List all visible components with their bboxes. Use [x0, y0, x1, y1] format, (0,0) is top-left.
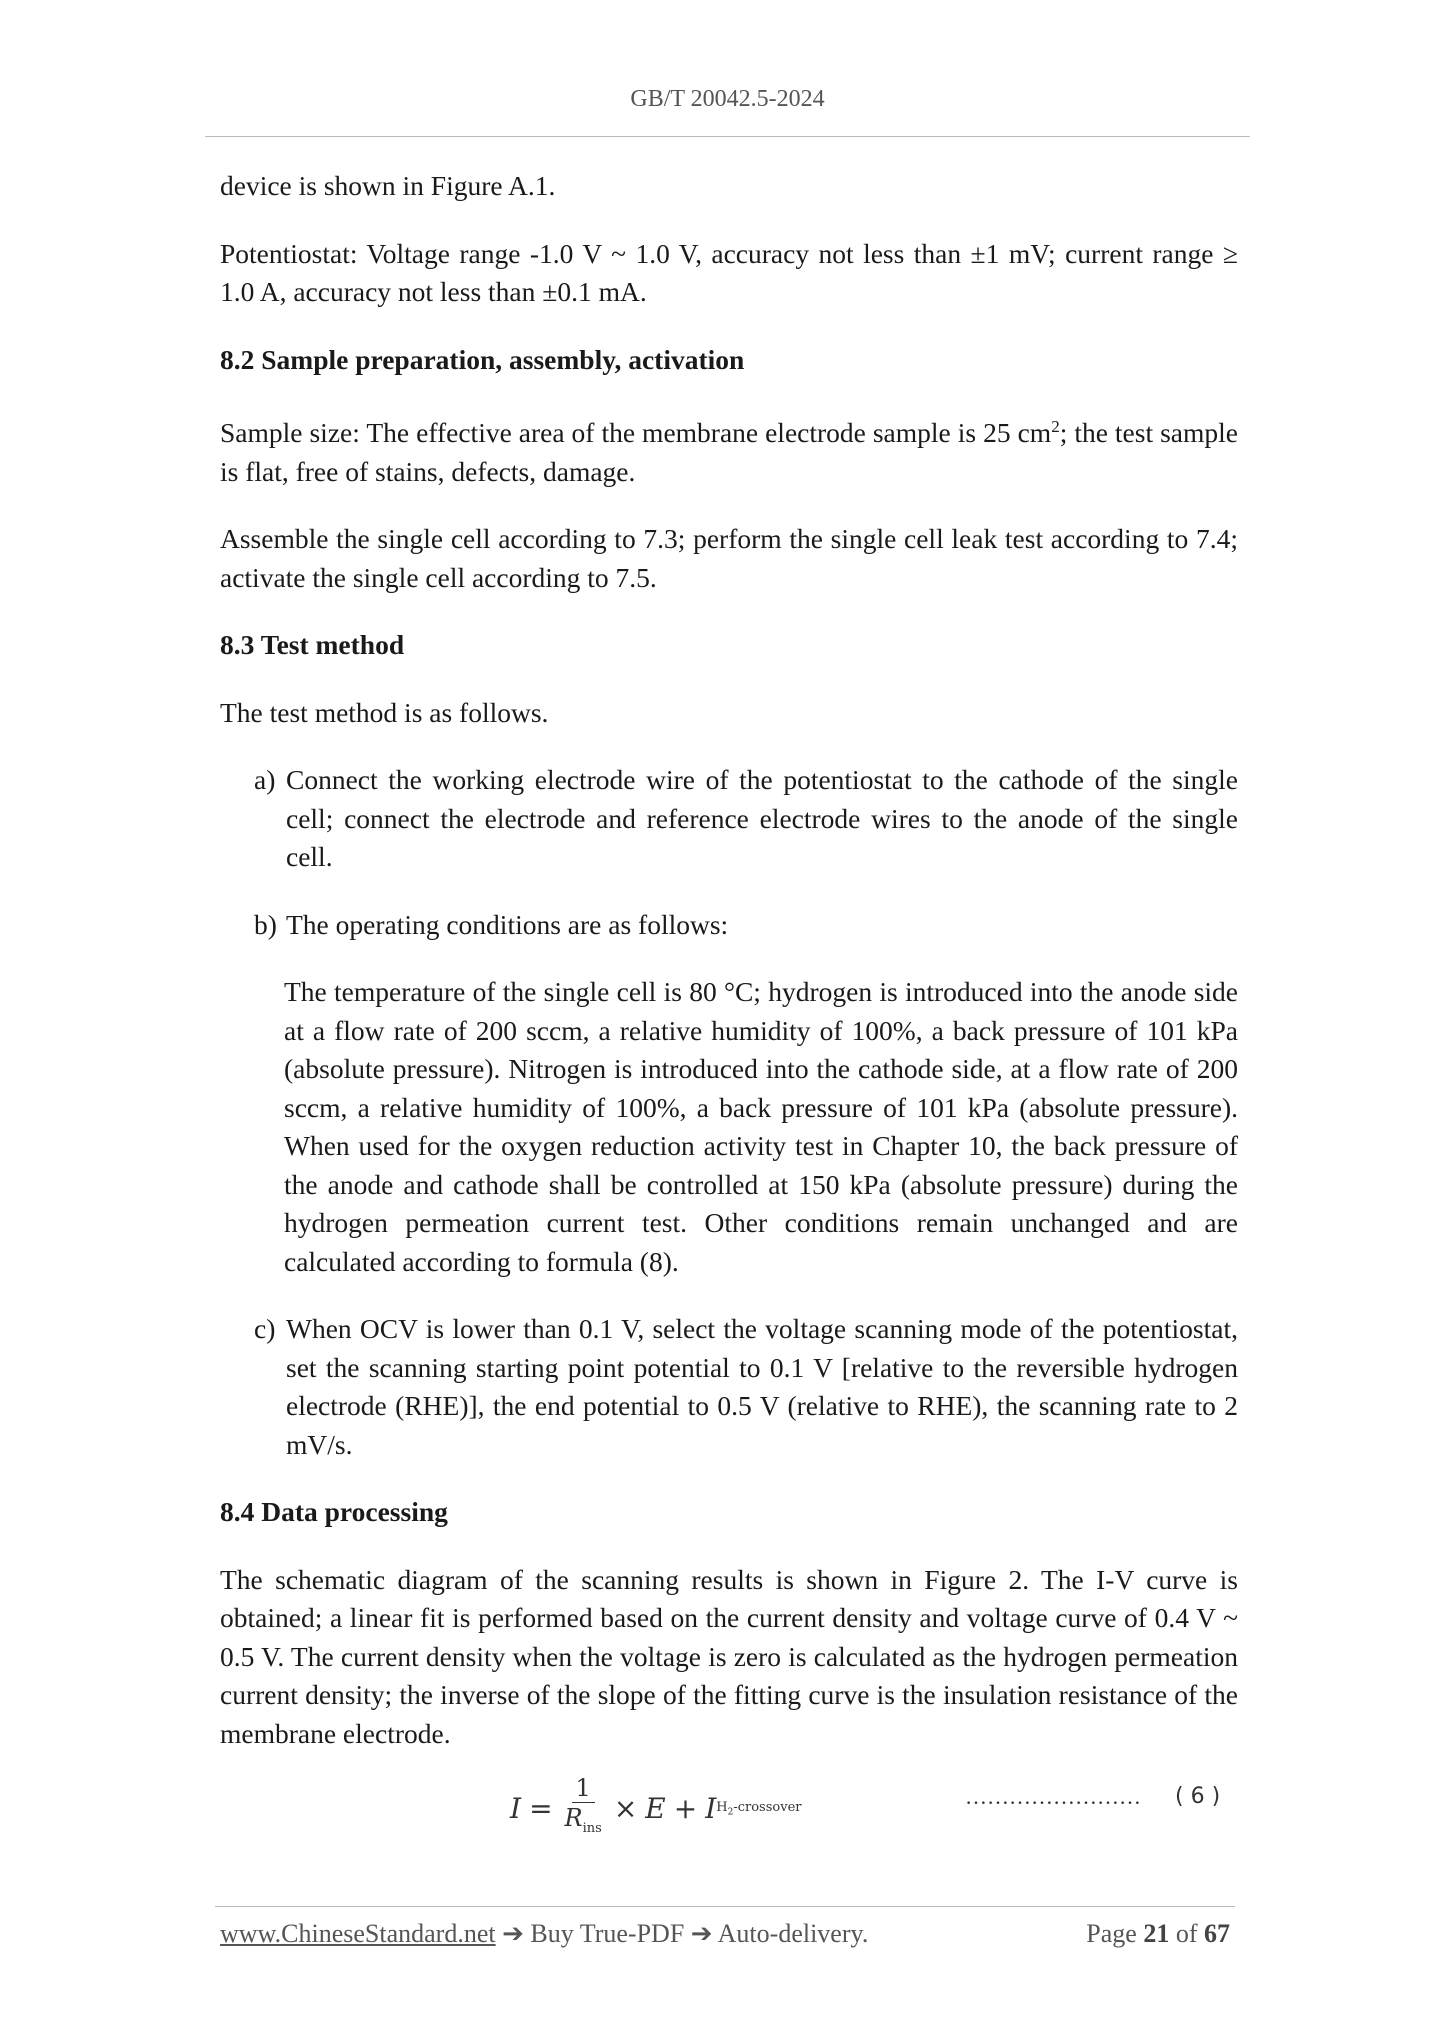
paragraph-method-intro: The test method is as follows.	[220, 696, 549, 728]
eq-lhs: I	[510, 1792, 522, 1826]
list-item-b	[254, 906, 1238, 945]
eq-fraction	[565, 1774, 602, 1844]
eq-times: ×	[613, 1792, 638, 1826]
footer-buy-text: Buy True-PDF	[523, 1919, 691, 1948]
equation-number: ( 6 )	[1175, 1784, 1221, 1809]
paragraph-sample-size	[220, 408, 1238, 491]
paragraph-assemble: Assemble the single cell according to 7.3; perform the single cell leak test according to 7.4; activate the single cell according to 7.5.	[220, 523, 1238, 593]
page-header-standard-code: GB/T 20042.5-2024	[630, 86, 825, 112]
paragraph-data-processing: The schematic diagram of the scanning results is shown in Figure 2. The I-V curve is obtained; a linear fit is performed based on the current density and voltage curve of 0.4 V ~ 0.5 V. The current density when the voltage is zero is calculated as the hydrogen permeation current density; the inverse of the slope of the fitting curve is the insulation resistance of the membrane electrode.	[220, 1563, 1238, 1749]
heading-8-2: 8.2 Sample preparation, assembly, activation	[220, 343, 745, 375]
paragraph-device: device is shown in Figure A.1.	[220, 170, 556, 201]
paragraph-operating-conditions: The temperature of the single cell is 80 °C; hydrogen is introduced into the anode side at a flow rate of 200 sccm, a relative humidity of 100%, a back pressure of 101 kPa (absolute pressure). Nitrogen is introduced into the cathode side, at a flow rate of 200 sccm, a relative humidity of 100%, a back pressure of 101 kPa (absolute pressure). When used for the oxygen reduction activity test in Chapter 10, the back pressure of the anode and cathode shall be controlled at 150 kPa (absolute pressure) during the hydrogen permeation current test. Other conditions remain unchanged and are calculated according to formula (8).	[284, 976, 1238, 1277]
page-word: Page	[1086, 1919, 1144, 1948]
equation-leader-dots: ……………………	[965, 1784, 1141, 1809]
eq-numerator: 1	[572, 1774, 595, 1803]
heading-8-3: 8.3 Test method	[220, 629, 405, 661]
list-marker-c: c)	[254, 1313, 276, 1345]
list-marker-a: a)	[254, 764, 276, 796]
site-link[interactable]: www.ChineseStandard.net	[220, 1919, 496, 1948]
eq-denominator	[565, 1803, 602, 1844]
footer-divider	[215, 1906, 1235, 1907]
list-text-c: When OCV is lower than 0.1 V, select the voltage scanning mode of the potentiostat, set the scanning starting point potential to 0.1 V [relative to the reversible hydrogen electrode (RHE)], the end potential to 0.5 V (relative to RHE), the scanning rate to 2 mV/s.	[286, 1313, 1238, 1460]
arrow-icon: ➔	[690, 1919, 713, 1948]
list-text-a: Connect the working electrode wire of the potentiostat to the cathode of the single cell; connect the electrode and reference electrode wires to the anode of the single cell.	[286, 764, 1238, 873]
list-item-c	[254, 1310, 1238, 1464]
page-counter	[1086, 1919, 1230, 1949]
eq-equals: =	[529, 1792, 553, 1826]
equation-6	[220, 1770, 1238, 1840]
page-of-word: of	[1169, 1919, 1204, 1948]
eq-sub-index: 2	[727, 1807, 734, 1818]
eq-E: E	[645, 1792, 666, 1826]
equation-expression	[510, 1774, 801, 1844]
eq-sub-rest: -crossover	[733, 1800, 802, 1816]
eq-denominator-symbol: R	[564, 1804, 583, 1832]
eq-plus: +	[673, 1792, 698, 1826]
sample-size-text-b: ; the test sample is flat, free of stains, defects, damage.	[220, 417, 1238, 487]
list-text-b: The operating conditions are as follows:	[286, 908, 729, 940]
paragraph-potentiostat: Potentiostat: Voltage range -1.0 V ~ 1.0 V, accuracy not less than ±1 mV; current range ≥ 1.0 A, accuracy not less than ±0.1 mA.	[220, 237, 1238, 307]
heading-8-4: 8.4 Data processing	[220, 1496, 448, 1528]
footer-left	[220, 1919, 868, 1949]
sample-size-text-a: Sample size: The effective area of the membrane electrode sample is 25 cm	[220, 417, 1052, 449]
arrow-icon: ➔	[502, 1919, 524, 1948]
page-current: 21	[1143, 1919, 1170, 1948]
header-divider	[205, 136, 1250, 137]
footer-delivery-text: Auto-delivery.	[712, 1919, 869, 1948]
page-total: 67	[1204, 1919, 1230, 1948]
eq-sub-H: H	[716, 1800, 728, 1816]
list-marker-b: b)	[254, 908, 277, 940]
document-body	[220, 167, 1238, 1782]
eq-crossover-subscript	[716, 1800, 801, 1818]
page-footer	[220, 1919, 1230, 1949]
sample-size-superscript: 2	[1051, 417, 1060, 436]
eq-I-term: I	[705, 1792, 717, 1826]
list-item-a	[254, 761, 1238, 877]
eq-denominator-subscript: ins	[582, 1820, 602, 1836]
